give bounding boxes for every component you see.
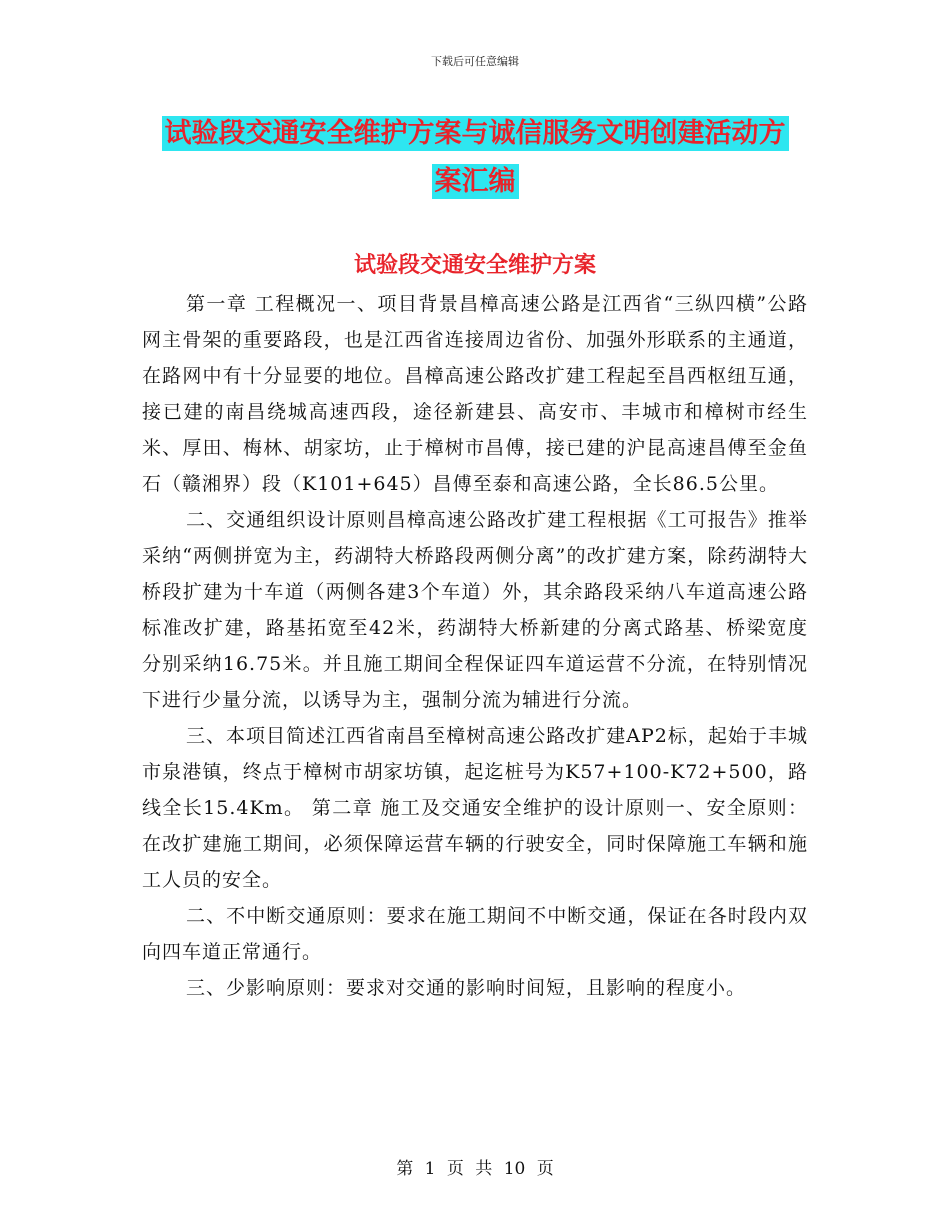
paragraph: 二、交通组织设计原则昌樟高速公路改扩建工程根据《工可报告》推举采纳“两侧拼宽为主，药湖特大桥路段两侧分离”的改扩建方案，除药湖特大桥段扩建为十车道（两侧各建3个车道）外，其余路段采纳八车道高速公路标准改扩建，路基拓宽至42米，药湖特大桥新建的分离式路基、桥梁宽度分别采纳16.75米。并且施工期间全程保证四车道运营不分流，在特别情况下进行少量分流，以诱导为主，强制分流为辅进行分流。 [142, 509, 808, 711]
main-title-line2: 案汇编 [432, 164, 519, 199]
paragraph: 第一章 工程概况一、项目背景昌樟高速公路是江西省“三纵四横”公路网主骨架的重要路段，也是江西省连接周边省份、加强外形联系的主通道，在路网中有十分显要的地位。昌樟高速公路改扩建工程起至昌西枢纽互通，接已建的南昌绕城高速西段，途径新建县、高安市、丰城市和樟树市经生米、厚田、梅林、胡家坊，止于樟树市昌傅，接已建的沪昆高速昌傅至金鱼石（赣湘界）段（K101+645）昌傅至泰和高速公路，全长86.5公里。 [142, 293, 808, 495]
paragraph: 三、本项目简述江西省南昌至樟树高速公路改扩建AP2标，起始于丰城市泉港镇，终点于樟树市胡家坊镇，起迄桩号为K57+100-K72+500，路线全长15.4Km。 第二章 施工及交通安全维护的设计原则一、安全原则：在改扩建施工期间，必须保障运营车辆的行驶安全，同时保障施工车辆和施工人员的安全。 [142, 725, 808, 891]
paragraph: 三、少影响原则：要求对交通的影响时间短，且影响的程度小。 [186, 977, 747, 999]
document-body [142, 286, 808, 1006]
page-footer: 第 1 页 共 10 页 [396, 1159, 554, 1179]
paragraph: 二、不中断交通原则：要求在施工期间不中断交通，保证在各时段内双向四车道正常通行。 [142, 905, 808, 963]
header-note: 下载后可任意编辑 [431, 55, 519, 68]
main-title-line1: 试验段交通安全维护方案与诚信服务文明创建活动方 [162, 116, 789, 151]
main-title [0, 110, 950, 206]
section-title: 试验段交通安全维护方案 [353, 253, 596, 278]
